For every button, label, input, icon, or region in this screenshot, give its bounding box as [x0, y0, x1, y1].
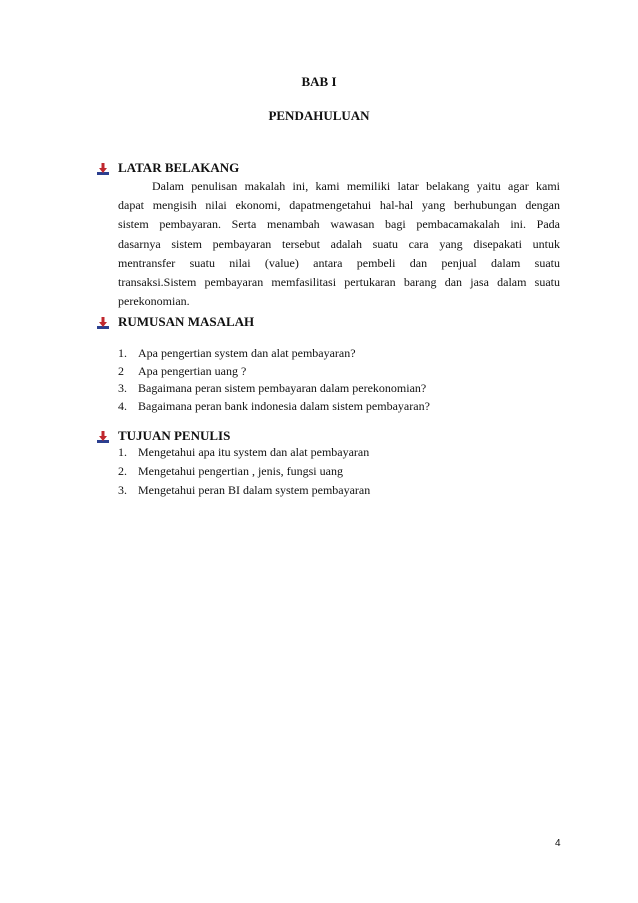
list-item: [118, 398, 430, 416]
paragraph-line: dapat mengisih nilai ekonomi, dapatmengetahui hal-hal yang berhubungan dengan: [118, 198, 560, 213]
paragraph-line: dasarnya sistem pembayaran tersebut adalah suatu cara yang disepakati untuk: [118, 236, 560, 251]
tujuan-penulis-list: [118, 443, 370, 500]
section-title-rumusan-masalah: RUMUSAN MASALAH: [118, 314, 255, 329]
list-number: 1.: [118, 445, 127, 459]
list-number: 2.: [118, 464, 127, 478]
section-title-latar-belakang: LATAR BELAKANG: [118, 160, 240, 175]
chapter-number: BAB I: [301, 74, 337, 89]
list-text: Mengetahui peran BI dalam system pembayaran: [138, 483, 371, 497]
list-text: Apa pengertian system dan alat pembayaran?: [138, 346, 356, 360]
list-number: 1.: [118, 346, 127, 360]
arrow-down-bullet-icon: [97, 317, 109, 329]
list-item: [118, 345, 430, 363]
rumusan-masalah-list: [118, 345, 430, 415]
chapter-title: PENDAHULUAN: [268, 108, 370, 123]
list-text: Bagaimana peran bank indonesia dalam sistem pembayaran?: [138, 398, 430, 413]
list-number: 2: [118, 363, 124, 378]
list-number: 4.: [118, 398, 127, 413]
paragraph-line: Dalam penulisan makalah ini, kami memiliki latar belakang yaitu agar kami: [152, 179, 560, 193]
paragraph-line: mentransfer suatu nilai (value) antara pembeli dan penjual dalam suatu: [118, 255, 560, 270]
list-item: [118, 481, 370, 500]
arrow-down-bullet-icon: [97, 431, 109, 443]
list-item: [118, 462, 370, 481]
list-item: [118, 443, 370, 462]
paragraph-line: transaksi.Sistem pembayaran memfasilitasi pertukaran barang dan jasa dalam suatu: [118, 274, 560, 289]
list-item: [118, 380, 430, 398]
list-number: 3.: [118, 483, 127, 497]
list-text: Bagaimana peran sistem pembayaran dalam perekonomian?: [138, 381, 427, 395]
arrow-down-bullet-icon: [97, 163, 109, 175]
page-number: 4: [555, 838, 561, 849]
paragraph-line: sistem pembayaran. Serta menambah wawasan bagi pembacamakalah ini. Pada: [118, 217, 560, 232]
list-item: [118, 363, 430, 381]
list-text: Mengetahui apa itu system dan alat pembayaran: [138, 445, 370, 459]
section-title-tujuan-penulis: TUJUAN PENULIS: [118, 428, 231, 443]
list-text: Apa pengertian uang ?: [138, 363, 247, 378]
list-number: 3.: [118, 381, 127, 395]
paragraph-line: perekonomian.: [118, 294, 190, 309]
list-text: Mengetahui pengertian , jenis, fungsi uang: [138, 464, 343, 478]
latar-belakang-paragraph: [118, 177, 560, 311]
